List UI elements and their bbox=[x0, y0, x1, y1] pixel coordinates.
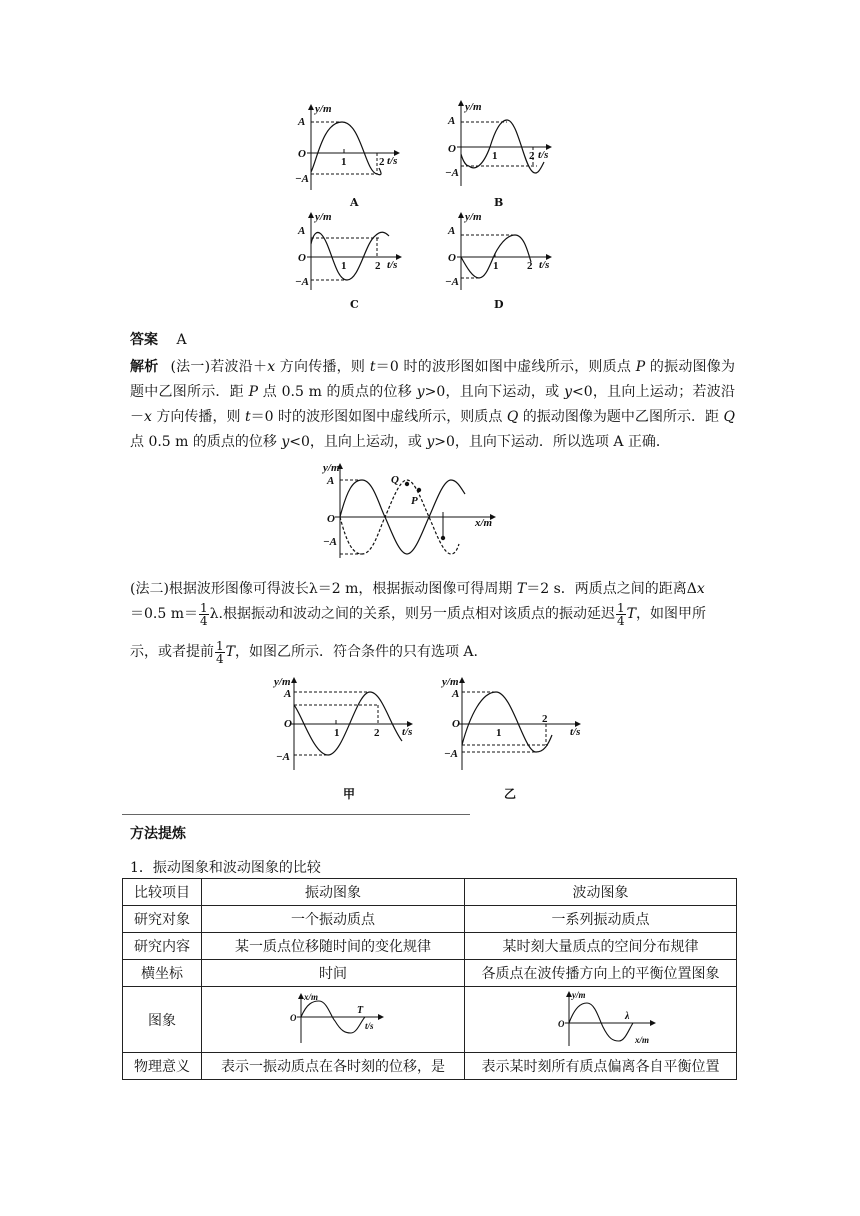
option-a-label: A bbox=[350, 196, 359, 209]
y-axis-label: y/m bbox=[315, 103, 332, 115]
fraction bbox=[199, 602, 209, 627]
text-run: ，如图乙所示．符合条件的只有选项 A. bbox=[234, 644, 478, 660]
yi-graph bbox=[440, 675, 590, 775]
method2-line1 bbox=[130, 578, 705, 598]
header-cell: 振动图象 bbox=[202, 879, 465, 906]
y-axis-label: y/m bbox=[274, 676, 291, 688]
table-header-row bbox=[123, 879, 737, 906]
amp-label: A bbox=[298, 225, 306, 237]
var-p: P bbox=[248, 384, 259, 400]
table-cell: 一个振动质点 bbox=[202, 906, 465, 933]
analysis-method1 bbox=[130, 355, 735, 455]
text-run: 的振动图像为题中乙图所示．距 bbox=[130, 359, 736, 400]
tick-2: 2 bbox=[379, 156, 385, 168]
origin-label: O bbox=[452, 718, 460, 730]
var-y: y bbox=[426, 434, 435, 450]
x-axis-label: t/s bbox=[402, 726, 413, 738]
text-run: 方向传播，则 bbox=[151, 409, 245, 425]
var-q: Q bbox=[506, 409, 519, 425]
neg-amp-label: −A bbox=[445, 167, 460, 179]
text-run: <0，且向上运动；若波沿－ bbox=[130, 384, 735, 425]
wave-graph bbox=[315, 460, 505, 560]
text-run: 的振动图像为题中乙图所示．距 bbox=[518, 409, 724, 425]
tick-1: 1 bbox=[341, 260, 347, 272]
fraction-num: 1 bbox=[616, 600, 625, 615]
x-axis-label: t/s bbox=[570, 726, 581, 738]
fraction-den: 4 bbox=[616, 613, 625, 628]
var-x: x bbox=[144, 409, 152, 425]
tick-2: 2 bbox=[527, 260, 533, 272]
analysis-label: 解析 bbox=[130, 359, 159, 375]
var-t: t bbox=[369, 359, 376, 375]
wave-mini-graph bbox=[555, 989, 665, 1049]
text-run: ，如图甲所 bbox=[635, 606, 706, 622]
option-b-graph bbox=[445, 96, 565, 206]
var-y: y bbox=[281, 434, 290, 450]
comparison-table bbox=[122, 878, 737, 1080]
option-a-graph bbox=[295, 100, 415, 210]
y-axis-label: y/m bbox=[572, 990, 586, 1000]
neg-amp-label: −A bbox=[276, 751, 291, 763]
y-axis-label: y/m bbox=[465, 101, 482, 113]
header-cell: 比较项目 bbox=[123, 879, 202, 906]
y-axis-label: y/m bbox=[315, 211, 332, 223]
neg-amp-label: −A bbox=[444, 748, 459, 760]
x-axis-label: t/s bbox=[387, 259, 398, 271]
option-d-graph bbox=[445, 210, 565, 305]
text-run: λ.根据振动和波动之间的关系，则另一质点相对该质点的振动延迟 bbox=[209, 606, 615, 622]
var-t: T bbox=[516, 581, 527, 597]
y-axis-label: x/m bbox=[304, 992, 319, 1002]
amp-label: A bbox=[448, 115, 456, 127]
option-b-label: B bbox=[494, 196, 504, 209]
x-axis-label: t/s bbox=[387, 155, 398, 167]
y-axis-label: y/m bbox=[465, 211, 482, 223]
tick-2: 2 bbox=[374, 727, 380, 739]
neg-amp-label: −A bbox=[323, 536, 338, 548]
x-axis-label: x/m bbox=[475, 517, 493, 529]
section-subtitle: 1．振动图象和波动图象的比较 bbox=[130, 860, 321, 876]
neg-amp-label: −A bbox=[445, 276, 460, 288]
fraction-den: 4 bbox=[200, 613, 208, 628]
tick-1: 1 bbox=[496, 727, 502, 739]
text-run: <0，且向上运动，或 bbox=[289, 434, 427, 450]
table-row bbox=[123, 987, 737, 1053]
origin-label: O bbox=[298, 148, 306, 160]
var-t: T bbox=[626, 606, 636, 622]
table-cell: 表示一振动质点在各时刻的位移，是 bbox=[202, 1053, 465, 1080]
origin-label: O bbox=[448, 252, 456, 264]
amp-label: A bbox=[327, 475, 335, 487]
table-row bbox=[123, 906, 737, 933]
text-run: 点 0.5 m 的质点的位移 bbox=[130, 434, 282, 450]
method2-line2 bbox=[130, 600, 706, 628]
wavelength-label: λ bbox=[625, 1011, 630, 1022]
text-run: 点 0.5 m 的质点的位移 bbox=[258, 384, 417, 400]
tick-2: 2 bbox=[375, 260, 381, 272]
table-cell: 某一质点位移随时间的变化规律 bbox=[202, 933, 465, 960]
x-axis-label: t/s bbox=[539, 259, 550, 271]
table-row bbox=[123, 933, 737, 960]
var-t: T bbox=[225, 644, 235, 660]
neg-amp-label: −A bbox=[295, 276, 310, 288]
amp-label: A bbox=[452, 688, 460, 700]
row-label: 研究对象 bbox=[123, 906, 202, 933]
header-cell: 波动图象 bbox=[465, 879, 737, 906]
origin-label: O bbox=[298, 252, 306, 264]
y-axis-label: y/m bbox=[323, 462, 340, 474]
tick-2: 2 bbox=[542, 713, 548, 725]
fraction-num: 1 bbox=[216, 638, 224, 653]
tick-1: 1 bbox=[492, 150, 498, 162]
amp-label: A bbox=[284, 688, 292, 700]
wave-graph-cell bbox=[465, 987, 737, 1053]
amp-label: A bbox=[298, 116, 306, 128]
text-run: (法一)若波沿＋ bbox=[170, 359, 268, 375]
tick-1: 1 bbox=[334, 727, 340, 739]
text-run: 示，或者提前 bbox=[130, 644, 214, 660]
tick-1: 1 bbox=[341, 156, 347, 168]
fig-yi-label: 乙 bbox=[504, 787, 517, 801]
answer-label: 答案 bbox=[130, 332, 158, 348]
var-p: P bbox=[635, 359, 646, 375]
row-label: 物理意义 bbox=[123, 1053, 202, 1080]
text-run: 方向传播，则 bbox=[275, 359, 370, 375]
answer-value: A bbox=[176, 332, 187, 348]
vibration-mini-graph bbox=[287, 991, 387, 1047]
var-x: x bbox=[696, 581, 705, 597]
table-cell: 某时刻大量质点的空间分布规律 bbox=[465, 933, 737, 960]
text-run: >0，且向下运动，或 bbox=[424, 384, 565, 400]
jia-graph bbox=[272, 675, 422, 775]
var-q: Q bbox=[723, 409, 735, 425]
origin-label: O bbox=[558, 1019, 565, 1029]
row-label: 图象 bbox=[123, 987, 202, 1053]
table-row bbox=[123, 1053, 737, 1080]
row-label: 研究内容 bbox=[123, 933, 202, 960]
amp-label: A bbox=[448, 225, 456, 237]
var-x: x bbox=[267, 359, 276, 375]
answer-line bbox=[130, 329, 187, 349]
origin-label: O bbox=[290, 1013, 297, 1023]
origin-label: O bbox=[448, 143, 456, 155]
vibration-graph-cell bbox=[202, 987, 465, 1053]
text-run: >0，且向下运动．所以选项 A 正确． bbox=[434, 434, 670, 450]
text-run: (法二)根据波形图像可得波长λ＝2 m，根据振动图像可得周期 bbox=[130, 581, 517, 597]
period-label: T bbox=[357, 1005, 364, 1016]
table-cell: 时间 bbox=[202, 960, 465, 987]
row-label: 横坐标 bbox=[123, 960, 202, 987]
section-title: 方法提炼 bbox=[130, 826, 186, 842]
fraction-den: 4 bbox=[216, 651, 224, 666]
option-c-label: C bbox=[350, 298, 359, 311]
fraction-num: 1 bbox=[200, 600, 208, 615]
fig-jia-label: 甲 bbox=[343, 787, 356, 801]
var-y: y bbox=[564, 384, 572, 400]
text-run: ＝0.5 m＝ bbox=[130, 606, 198, 622]
table-row bbox=[123, 960, 737, 987]
tick-1: 1 bbox=[493, 260, 499, 272]
text-run: ＝0 时的波形图如图中虚线所示，则质点 bbox=[375, 359, 636, 375]
text-run: ＝2 s．两质点之间的距离Δ bbox=[526, 581, 697, 597]
fraction bbox=[215, 640, 225, 665]
table-cell: 表示某时刻所有质点偏离各自平衡位置 bbox=[465, 1053, 737, 1080]
origin-label: O bbox=[284, 718, 292, 730]
var-y: y bbox=[416, 384, 425, 400]
y-axis-label: y/m bbox=[442, 676, 459, 688]
origin-label: O bbox=[327, 513, 335, 525]
x-axis-label: x/m bbox=[635, 1035, 650, 1045]
point-p-label: P bbox=[411, 495, 418, 507]
table-cell: 一系列振动质点 bbox=[465, 906, 737, 933]
text-run: ＝0 时的波形图如图中虚线所示，则质点 bbox=[250, 409, 507, 425]
neg-amp-label: −A bbox=[295, 173, 310, 185]
method2-line3 bbox=[130, 638, 478, 666]
var-t: t bbox=[244, 409, 251, 425]
option-d-label: D bbox=[494, 298, 504, 311]
table-cell: 各质点在波传播方向上的平衡位置图象 bbox=[465, 960, 737, 987]
section-divider bbox=[122, 814, 470, 815]
x-axis-label: t/s bbox=[538, 149, 549, 161]
tick-2: 2 bbox=[529, 150, 535, 162]
point-q-label: Q bbox=[391, 474, 399, 486]
option-c-graph bbox=[295, 210, 415, 305]
fraction bbox=[616, 602, 626, 627]
x-axis-label: t/s bbox=[365, 1021, 374, 1031]
